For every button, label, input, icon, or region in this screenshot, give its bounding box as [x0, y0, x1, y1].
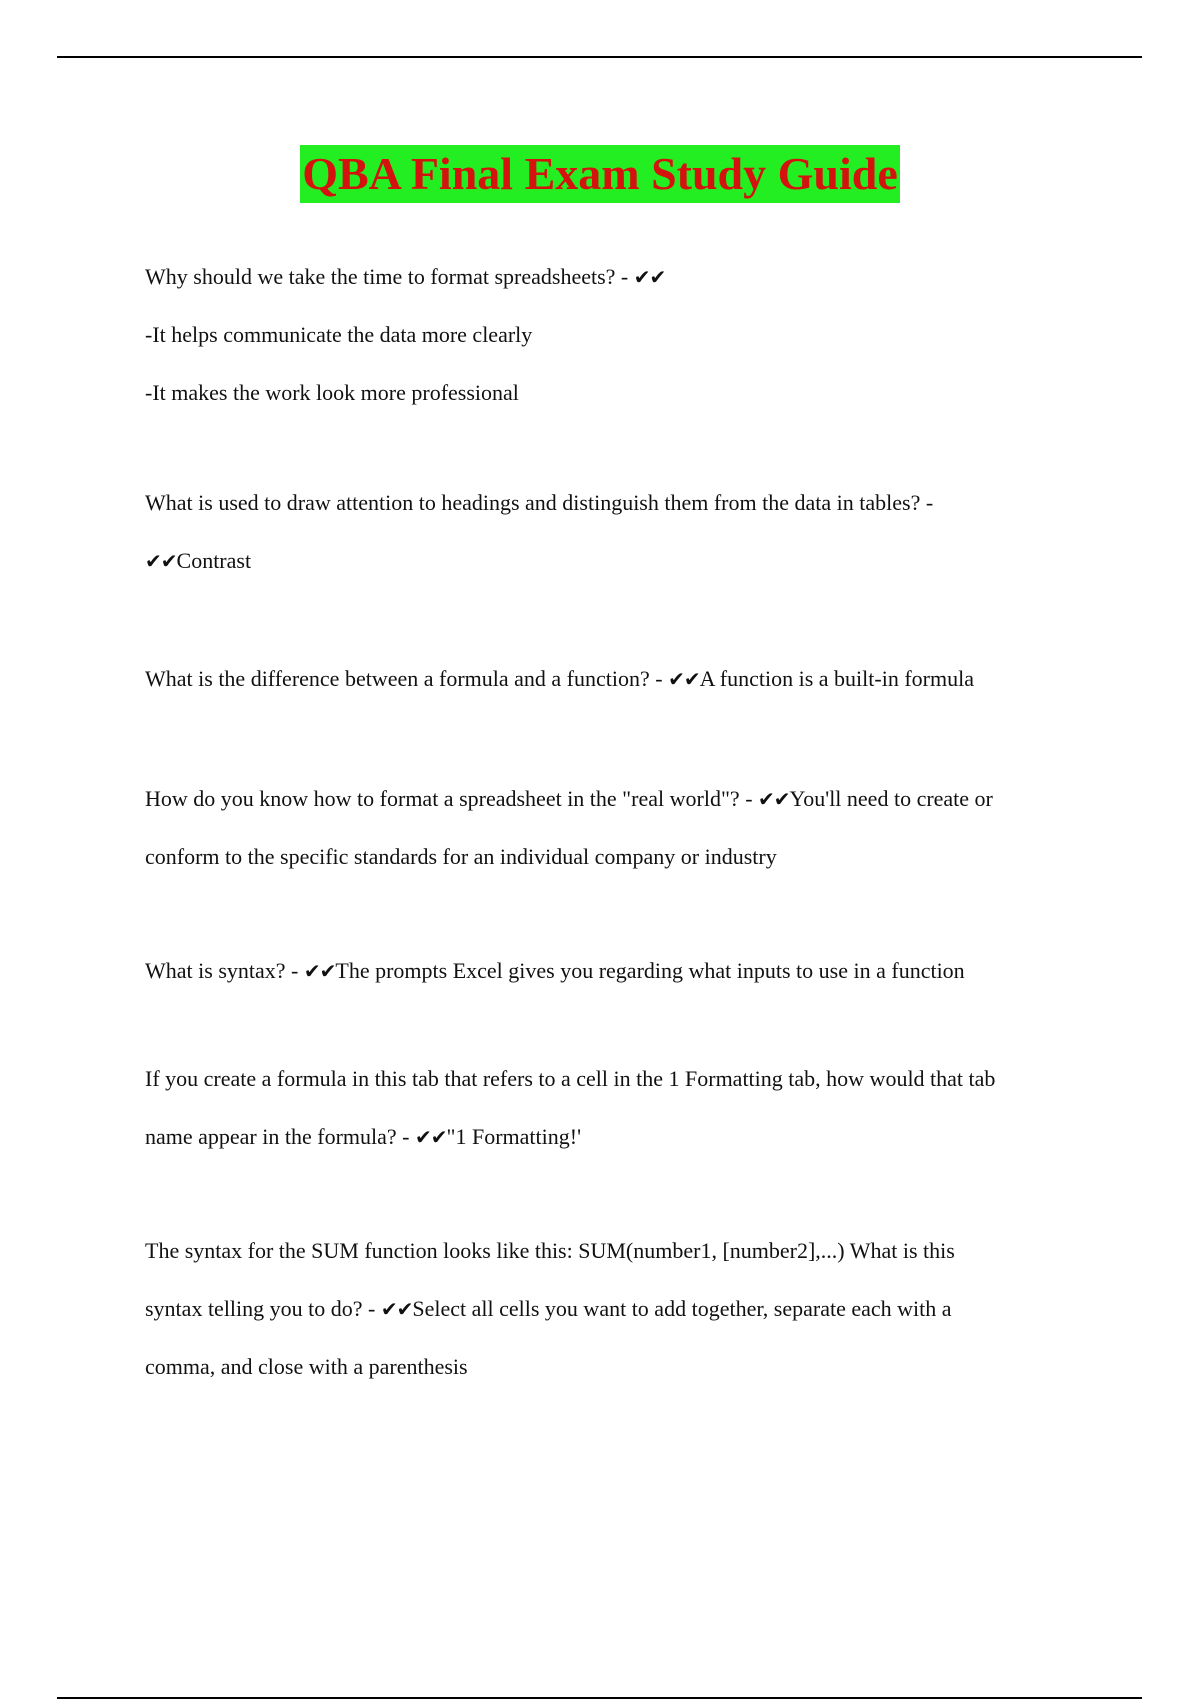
answer-text: Contrast — [176, 548, 252, 573]
checkmark-icon: ✔✔ — [758, 787, 790, 811]
qa-item-3 — [145, 650, 1095, 708]
answer-line: -It helps communicate the data more clearly — [145, 322, 533, 347]
question-line — [145, 248, 1095, 306]
answer-text: A function is a built-in formula — [699, 666, 974, 691]
answer-text: The prompts Excel gives you regarding what inputs to use in a function — [335, 958, 965, 983]
question-line: What is used to draw attention to headings and distinguish them from the data in tables? - — [145, 490, 934, 515]
question-line — [145, 770, 1095, 828]
question-text: syntax telling you to do? - — [145, 1296, 381, 1321]
answer-text: Select all cells you want to add together, separate each with a — [412, 1296, 952, 1321]
qa-item-7 — [145, 1222, 1095, 1396]
checkmark-icon: ✔✔ — [145, 549, 177, 573]
question-text: Why should we take the time to format spreadsheets? - — [145, 264, 634, 289]
question-line — [145, 650, 1095, 708]
answer-text: "1 Formatting!' — [446, 1124, 582, 1149]
answer-line: conform to the specific standards for an individual company or industry — [145, 844, 777, 869]
study-guide-content — [145, 248, 1095, 1396]
title-container — [0, 145, 1200, 203]
answer-text: You'll need to create or — [789, 786, 993, 811]
checkmark-icon: ✔✔ — [414, 1125, 447, 1149]
answer-line: comma, and close with a parenthesis — [145, 1354, 468, 1379]
question-line — [145, 1108, 1095, 1166]
page-title: QBA Final Exam Study Guide — [300, 145, 900, 203]
qa-item-2 — [145, 474, 1095, 590]
question-line — [145, 1280, 1095, 1338]
qa-item-5 — [145, 942, 1095, 1000]
checkmark-icon: ✔✔ — [303, 959, 336, 983]
answer-line: -It makes the work look more professional — [145, 380, 519, 405]
bottom-rule — [57, 1697, 1142, 1699]
checkmark-icon: ✔✔ — [380, 1297, 413, 1321]
qa-item-1 — [145, 248, 1095, 422]
question-text: How do you know how to format a spreadsheet in the "real world"? - — [145, 786, 759, 811]
question-text: What is syntax? - — [145, 958, 304, 983]
qa-item-6 — [145, 1050, 1095, 1166]
question-text: What is the difference between a formula and a function? - — [145, 666, 669, 691]
answer-line — [145, 532, 1095, 590]
question-line: The syntax for the SUM function looks like this: SUM(number1, [number2],...) What is this — [145, 1238, 955, 1263]
checkmark-icon: ✔✔ — [633, 265, 666, 289]
question-line — [145, 942, 1095, 1000]
question-text: name appear in the formula? - — [145, 1124, 415, 1149]
question-line: If you create a formula in this tab that refers to a cell in the 1 Formatting tab, how would that tab — [145, 1066, 996, 1091]
qa-item-4 — [145, 770, 1095, 886]
checkmark-icon: ✔✔ — [668, 667, 700, 691]
top-rule — [57, 56, 1142, 58]
